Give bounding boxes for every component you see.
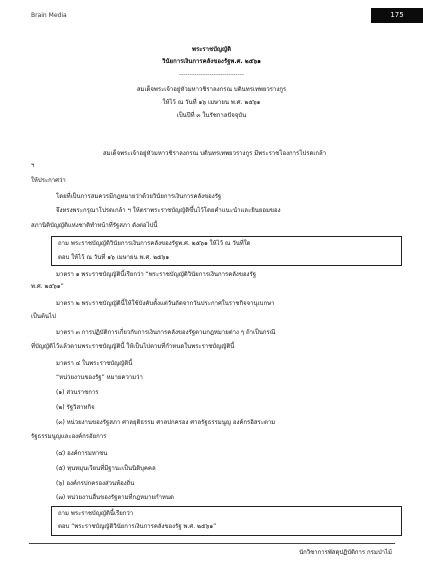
reign-year-line: เป็นปีที่ ๓ ในรัชกาลปัจจุบัน: [176, 112, 247, 119]
preamble-line-5: จึงทรงพระกรุณาโปรดเกล้า ฯ ให้ตราพระราชบัญญัติขึ้นไว้โดยคำแนะนำและยินยอมของ: [56, 207, 281, 214]
section4-item-1: (๑) ส่วนราชการ: [56, 389, 99, 396]
preamble-line-2: ฯ: [31, 162, 35, 169]
section3-line-2: ที่บัญญัติไว้แล้วตามพระราชบัญญัตินี้ ให้เป็นไปตามที่กำหนดในพระราชบัญญัตินี้: [31, 343, 235, 350]
section1-line-1: มาตรา ๑ พระราชบัญญัตินี้เรียกว่า “พระราชบัญญัติวินัยการเงินการคลังของรัฐ: [56, 271, 257, 278]
section4-item-3: (๓) หน่วยงานของรัฐสภา ศาลยุติธรรม ศาลปกครอง ศาลรัฐธรรมนูญ องค์กรอิสระตาม: [56, 419, 276, 426]
section4-intro: มาตรา ๔ ในพระราชบัญญัตินี้: [56, 360, 133, 367]
section4-item-3-cont: รัฐธรรมนูญและองค์กรอัยการ: [31, 433, 107, 440]
document-subtitle: วินัยการเงินการคลังของรัฐพ.ศ. ๒๕๖๑: [162, 58, 261, 65]
qa1-question: ถาม พระราชบัญญัติวินัยการเงินการคลังของรัฐพ.ศ. ๒๕๖๑ ให้ไว้ ณ วันที่ใด: [58, 240, 251, 247]
document-title: พระราชบัญญัติ: [192, 46, 231, 53]
section2-line-2: เป็นต้นไป: [31, 313, 56, 320]
footer-rule: [29, 543, 395, 544]
section3-line-1: มาตรา ๓ การปฏิบัติการเกี่ยวกับการเงินการคลังของรัฐตามกฎหมายต่าง ๆ ถ้าเป็นกรณี: [56, 329, 276, 336]
section4-item-2: (๒) รัฐวิสาหกิจ: [56, 404, 95, 411]
qa2-answer: ตอบ “พระราชบัญญัติวินัยการเงินการคลังของรัฐ พ.ศ. ๒๕๖๑”: [58, 523, 217, 530]
preamble-line-3: ให้ประกาศว่า: [31, 177, 66, 184]
issuer-line: สมเด็จพระเจ้าอยู่หัวมหาวชิราลงกรณ บดินทรเทพยวรางกูร: [136, 86, 287, 93]
preamble-line-4: โดยที่เป็นการสมควรมีกฎหมายว่าด้วยวินัยการเงินการคลังของรัฐ: [56, 193, 222, 200]
qa2-question: ถาม พระราชบัญญัตินี้เรียกว่า: [58, 510, 134, 517]
section4-item-7: (๗) หน่วยงานอื่นของรัฐตามที่กฎหมายกำหนด: [56, 494, 174, 501]
preamble-line-1: สมเด็จพระเจ้าอยู่หัวมหาวชิราลงกรณ บดินทรเทพยวรางกูร มีพระราชโองการโปรดเกล้า: [103, 150, 327, 157]
given-date-line: ให้ไว้ ณ วันที่ ๑๖ เมษายน พ.ศ. ๒๕๖๑: [162, 99, 261, 106]
publisher-label: Brain Media: [31, 12, 67, 19]
page-number-badge: 175: [371, 8, 423, 23]
section4-item-5: (๕) ทุนหมุนเวียนที่มีฐานะเป็นนิติบุคคล: [56, 465, 156, 472]
section4-term: “หน่วยงานของรัฐ” หมายความว่า: [56, 374, 143, 381]
section4-item-6: (๖) องค์กรปกครองส่วนท้องถิ่น: [56, 480, 135, 487]
qa1-answer: ตอบ ให้ไว้ ณ วันที่ ๑๖ เมษายน พ.ศ. ๒๕๖๑: [58, 254, 170, 261]
section2-line-1: มาตรา ๒ พระราชบัญญัตินี้ให้ใช้บังคับตั้งแต่วันถัดจากวันประกาศในราชกิจจานุเบกษา: [56, 300, 275, 307]
section1-line-2: พ.ศ. ๒๕๖๑”: [31, 283, 64, 290]
title-divider: ------------------------------: [179, 71, 244, 78]
section4-item-4: (๔) องค์การมหาชน: [56, 450, 108, 457]
footer-label: นักวิชาการพัสดุปฏิบัติการ กรมป่าไม้: [299, 549, 392, 556]
preamble-line-6: สภานิติบัญญัติแห่งชาติทำหน้าที่รัฐสภา ดังต่อไปนี้: [31, 222, 158, 229]
